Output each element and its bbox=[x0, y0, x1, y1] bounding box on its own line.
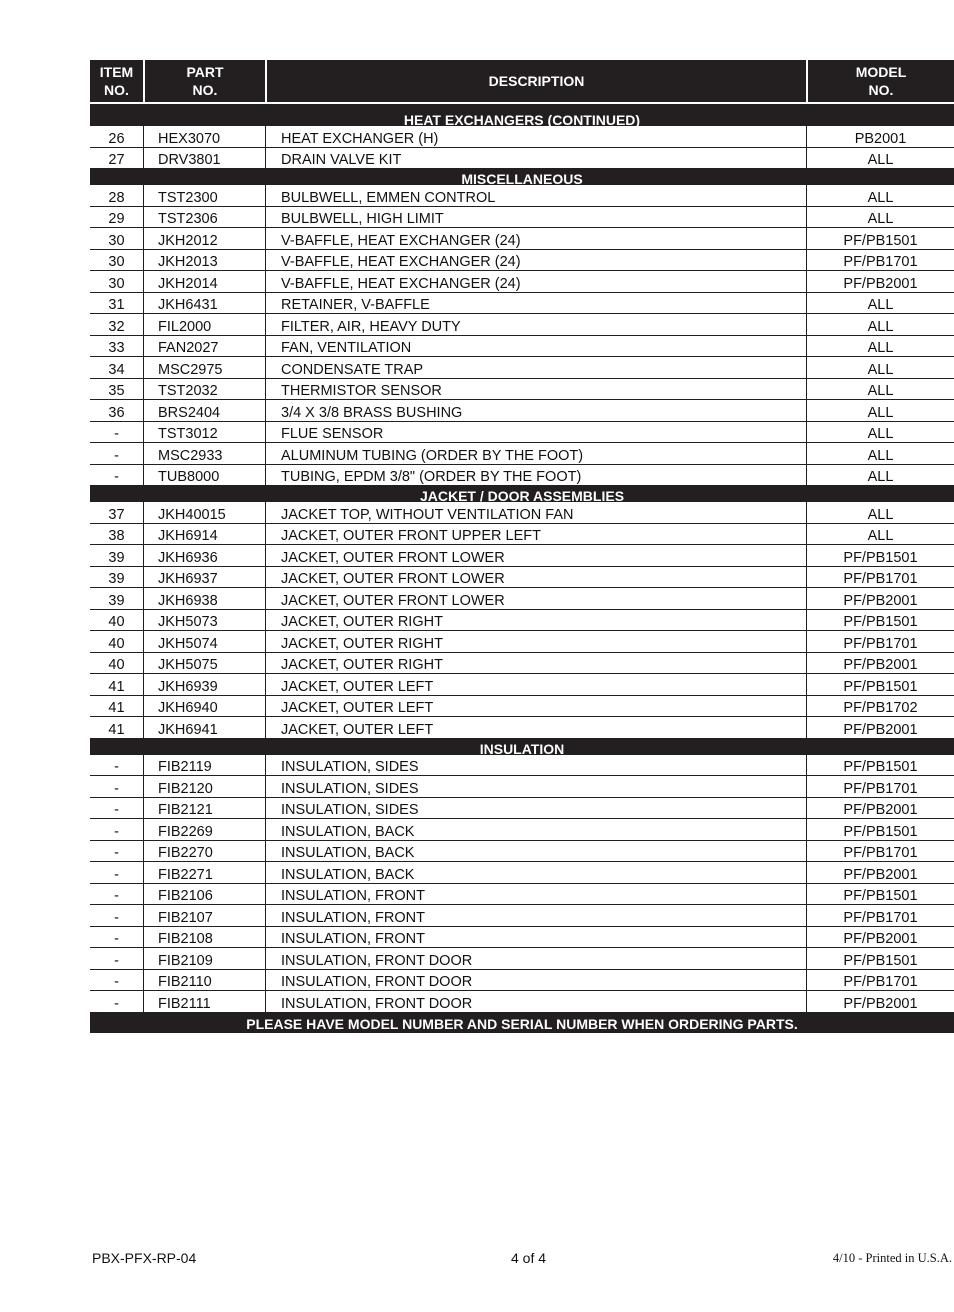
part-no-cell: FIB2120 bbox=[143, 776, 265, 798]
model-no-cell: ALL bbox=[806, 185, 954, 207]
item-no-cell: 33 bbox=[90, 336, 143, 358]
table-row bbox=[90, 905, 954, 927]
part-no-cell: FIB2270 bbox=[143, 841, 265, 863]
item-no-cell: - bbox=[90, 884, 143, 906]
item-no-cell: 41 bbox=[90, 674, 143, 696]
description-cell: INSULATION, SIDES bbox=[265, 776, 806, 798]
item-no-cell: - bbox=[90, 948, 143, 970]
description-cell: DRAIN VALVE KIT bbox=[265, 148, 806, 170]
description-cell: JACKET, OUTER FRONT LOWER bbox=[265, 588, 806, 610]
table-row bbox=[90, 502, 954, 524]
model-no-cell: PF/PB2001 bbox=[806, 588, 954, 610]
table-row bbox=[90, 862, 954, 884]
table-row bbox=[90, 610, 954, 632]
table-row bbox=[90, 207, 954, 229]
table-row bbox=[90, 293, 954, 315]
table-row bbox=[90, 148, 954, 170]
page-number: 4 of 4 bbox=[511, 1250, 547, 1266]
description-cell: INSULATION, FRONT bbox=[265, 905, 806, 927]
item-no-cell: 38 bbox=[90, 524, 143, 546]
item-no-cell: - bbox=[90, 991, 143, 1013]
header-model-no: MODEL NO. bbox=[806, 60, 954, 104]
table-header bbox=[90, 60, 954, 104]
part-no-cell: FIB2108 bbox=[143, 927, 265, 949]
model-no-cell: ALL bbox=[806, 400, 954, 422]
model-no-cell: PF/PB1501 bbox=[806, 755, 954, 777]
model-no-cell: PF/PB2001 bbox=[806, 717, 954, 739]
description-cell: JACKET, OUTER LEFT bbox=[265, 674, 806, 696]
item-no-cell: - bbox=[90, 862, 143, 884]
description-cell: V-BAFFLE, HEAT EXCHANGER (24) bbox=[265, 271, 806, 293]
model-no-cell: PF/PB2001 bbox=[806, 271, 954, 293]
table-row bbox=[90, 776, 954, 798]
table-row bbox=[90, 631, 954, 653]
model-no-cell: PF/PB2001 bbox=[806, 798, 954, 820]
table-row bbox=[90, 970, 954, 992]
description-cell: V-BAFFLE, HEAT EXCHANGER (24) bbox=[265, 250, 806, 272]
table-row bbox=[90, 819, 954, 841]
part-no-cell: JKH6941 bbox=[143, 717, 265, 739]
part-no-cell: JKH2013 bbox=[143, 250, 265, 272]
table-row bbox=[90, 314, 954, 336]
description-cell: CONDENSATE TRAP bbox=[265, 357, 806, 379]
model-no-cell: PF/PB1701 bbox=[806, 970, 954, 992]
item-no-cell: - bbox=[90, 927, 143, 949]
part-no-cell: MSC2933 bbox=[143, 443, 265, 465]
description-cell: ALUMINUM TUBING (ORDER BY THE FOOT) bbox=[265, 443, 806, 465]
model-no-cell: PF/PB2001 bbox=[806, 991, 954, 1013]
part-no-cell: JKH2012 bbox=[143, 228, 265, 250]
item-no-cell: 41 bbox=[90, 696, 143, 718]
model-no-cell: PF/PB1701 bbox=[806, 567, 954, 589]
description-cell: INSULATION, FRONT DOOR bbox=[265, 991, 806, 1013]
item-no-cell: 39 bbox=[90, 567, 143, 589]
model-no-cell: PF/PB1501 bbox=[806, 610, 954, 632]
part-no-cell: JKH5074 bbox=[143, 631, 265, 653]
part-no-cell: JKH6940 bbox=[143, 696, 265, 718]
model-no-cell: PF/PB1701 bbox=[806, 250, 954, 272]
description-cell: INSULATION, BACK bbox=[265, 862, 806, 884]
table-row bbox=[90, 674, 954, 696]
part-no-cell: FIB2119 bbox=[143, 755, 265, 777]
parts-table bbox=[90, 60, 954, 1033]
description-cell: FILTER, AIR, HEAVY DUTY bbox=[265, 314, 806, 336]
part-no-cell: TST2306 bbox=[143, 207, 265, 229]
item-no-cell: - bbox=[90, 443, 143, 465]
section-header: INSULATION bbox=[90, 739, 954, 755]
part-no-cell: JKH40015 bbox=[143, 502, 265, 524]
part-no-cell: FIB2109 bbox=[143, 948, 265, 970]
item-no-cell: 35 bbox=[90, 379, 143, 401]
model-no-cell: PF/PB1701 bbox=[806, 905, 954, 927]
description-cell: FLUE SENSOR bbox=[265, 422, 806, 444]
item-no-cell: 39 bbox=[90, 545, 143, 567]
item-no-cell: 28 bbox=[90, 185, 143, 207]
model-no-cell: PF/PB1501 bbox=[806, 674, 954, 696]
part-no-cell: FIB2110 bbox=[143, 970, 265, 992]
description-cell: JACKET, OUTER FRONT LOWER bbox=[265, 545, 806, 567]
part-no-cell: BRS2404 bbox=[143, 400, 265, 422]
item-no-cell: 34 bbox=[90, 357, 143, 379]
header-item-no: ITEM NO. bbox=[90, 60, 143, 104]
table-row bbox=[90, 185, 954, 207]
header-description: DESCRIPTION bbox=[265, 60, 806, 104]
description-cell: JACKET, OUTER LEFT bbox=[265, 696, 806, 718]
model-no-cell: PF/PB1501 bbox=[806, 545, 954, 567]
model-no-cell: PF/PB1701 bbox=[806, 841, 954, 863]
description-cell: JACKET TOP, WITHOUT VENTILATION FAN bbox=[265, 502, 806, 524]
table-row bbox=[90, 884, 954, 906]
table-row bbox=[90, 400, 954, 422]
model-no-cell: ALL bbox=[806, 379, 954, 401]
item-no-cell: - bbox=[90, 422, 143, 444]
part-no-cell: TST2300 bbox=[143, 185, 265, 207]
model-no-cell: PF/PB2001 bbox=[806, 653, 954, 675]
table-row bbox=[90, 841, 954, 863]
table-row bbox=[90, 250, 954, 272]
item-no-cell: - bbox=[90, 905, 143, 927]
part-no-cell: JKH6939 bbox=[143, 674, 265, 696]
item-no-cell: 40 bbox=[90, 610, 143, 632]
table-row bbox=[90, 336, 954, 358]
model-no-cell: ALL bbox=[806, 422, 954, 444]
description-cell: INSULATION, SIDES bbox=[265, 798, 806, 820]
model-no-cell: ALL bbox=[806, 502, 954, 524]
part-no-cell: FIB2107 bbox=[143, 905, 265, 927]
table-row bbox=[90, 524, 954, 546]
table-row bbox=[90, 357, 954, 379]
part-no-cell: FIB2269 bbox=[143, 819, 265, 841]
description-cell: INSULATION, FRONT bbox=[265, 884, 806, 906]
item-no-cell: 41 bbox=[90, 717, 143, 739]
model-no-cell: PF/PB1701 bbox=[806, 776, 954, 798]
table-row bbox=[90, 228, 954, 250]
model-no-cell: ALL bbox=[806, 314, 954, 336]
description-cell: TUBING, EPDM 3/8" (ORDER BY THE FOOT) bbox=[265, 465, 806, 487]
table-row bbox=[90, 717, 954, 739]
item-no-cell: 30 bbox=[90, 271, 143, 293]
item-no-cell: - bbox=[90, 755, 143, 777]
part-no-cell: FIB2271 bbox=[143, 862, 265, 884]
description-cell: RETAINER, V-BAFFLE bbox=[265, 293, 806, 315]
ordering-note: PLEASE HAVE MODEL NUMBER AND SERIAL NUMBER WHEN ORDERING PARTS. bbox=[90, 1013, 954, 1033]
table-row bbox=[90, 271, 954, 293]
part-no-cell: JKH6914 bbox=[143, 524, 265, 546]
item-no-cell: - bbox=[90, 970, 143, 992]
model-no-cell: PF/PB1702 bbox=[806, 696, 954, 718]
model-no-cell: ALL bbox=[806, 207, 954, 229]
item-no-cell: 40 bbox=[90, 631, 143, 653]
description-cell: V-BAFFLE, HEAT EXCHANGER (24) bbox=[265, 228, 806, 250]
table-row bbox=[90, 126, 954, 148]
model-no-cell: PF/PB1501 bbox=[806, 948, 954, 970]
item-no-cell: 30 bbox=[90, 228, 143, 250]
part-no-cell: TUB8000 bbox=[143, 465, 265, 487]
model-no-cell: PF/PB2001 bbox=[806, 862, 954, 884]
description-cell: 3/4 X 3/8 BRASS BUSHING bbox=[265, 400, 806, 422]
item-no-cell: - bbox=[90, 841, 143, 863]
part-no-cell: JKH6936 bbox=[143, 545, 265, 567]
item-no-cell: - bbox=[90, 819, 143, 841]
table-row bbox=[90, 755, 954, 777]
model-no-cell: ALL bbox=[806, 443, 954, 465]
table-body bbox=[90, 110, 954, 1013]
table-row bbox=[90, 465, 954, 487]
part-no-cell: FAN2027 bbox=[143, 336, 265, 358]
document-code: PBX-PFX-RP-04 bbox=[92, 1250, 197, 1266]
part-no-cell: JKH6938 bbox=[143, 588, 265, 610]
part-no-cell: JKH2014 bbox=[143, 271, 265, 293]
description-cell: INSULATION, BACK bbox=[265, 841, 806, 863]
description-cell: BULBWELL, HIGH LIMIT bbox=[265, 207, 806, 229]
item-no-cell: 30 bbox=[90, 250, 143, 272]
table-row bbox=[90, 443, 954, 465]
part-no-cell: FIB2106 bbox=[143, 884, 265, 906]
part-no-cell: JKH6431 bbox=[143, 293, 265, 315]
description-cell: JACKET, OUTER RIGHT bbox=[265, 631, 806, 653]
description-cell: BULBWELL, EMMEN CONTROL bbox=[265, 185, 806, 207]
model-no-cell: ALL bbox=[806, 148, 954, 170]
item-no-cell: - bbox=[90, 798, 143, 820]
part-no-cell: JKH6937 bbox=[143, 567, 265, 589]
part-no-cell: HEX3070 bbox=[143, 126, 265, 148]
item-no-cell: 32 bbox=[90, 314, 143, 336]
model-no-cell: ALL bbox=[806, 293, 954, 315]
description-cell: JACKET, OUTER LEFT bbox=[265, 717, 806, 739]
part-no-cell: FIL2000 bbox=[143, 314, 265, 336]
description-cell: INSULATION, SIDES bbox=[265, 755, 806, 777]
description-cell: INSULATION, FRONT DOOR bbox=[265, 970, 806, 992]
model-no-cell: ALL bbox=[806, 357, 954, 379]
model-no-cell: ALL bbox=[806, 465, 954, 487]
table-row bbox=[90, 798, 954, 820]
item-no-cell: 31 bbox=[90, 293, 143, 315]
section-header: HEAT EXCHANGERS (CONTINUED) bbox=[90, 110, 954, 126]
part-no-cell: JKH5075 bbox=[143, 653, 265, 675]
model-no-cell: ALL bbox=[806, 524, 954, 546]
part-no-cell: FIB2111 bbox=[143, 991, 265, 1013]
table-row bbox=[90, 422, 954, 444]
table-row bbox=[90, 379, 954, 401]
model-no-cell: PF/PB1501 bbox=[806, 819, 954, 841]
table-row bbox=[90, 696, 954, 718]
section-header: JACKET / DOOR ASSEMBLIES bbox=[90, 486, 954, 502]
description-cell: JACKET, OUTER RIGHT bbox=[265, 653, 806, 675]
part-no-cell: FIB2121 bbox=[143, 798, 265, 820]
item-no-cell: 27 bbox=[90, 148, 143, 170]
item-no-cell: - bbox=[90, 465, 143, 487]
table-row bbox=[90, 588, 954, 610]
description-cell: JACKET, OUTER FRONT UPPER LEFT bbox=[265, 524, 806, 546]
section-header: MISCELLANEOUS bbox=[90, 169, 954, 185]
item-no-cell: 40 bbox=[90, 653, 143, 675]
table-row bbox=[90, 653, 954, 675]
item-no-cell: - bbox=[90, 776, 143, 798]
item-no-cell: 29 bbox=[90, 207, 143, 229]
item-no-cell: 36 bbox=[90, 400, 143, 422]
header-part-no: PART NO. bbox=[143, 60, 265, 104]
part-no-cell: DRV3801 bbox=[143, 148, 265, 170]
item-no-cell: 39 bbox=[90, 588, 143, 610]
model-no-cell: PB2001 bbox=[806, 126, 954, 148]
table-row bbox=[90, 991, 954, 1013]
description-cell: INSULATION, FRONT DOOR bbox=[265, 948, 806, 970]
description-cell: JACKET, OUTER RIGHT bbox=[265, 610, 806, 632]
description-cell: JACKET, OUTER FRONT LOWER bbox=[265, 567, 806, 589]
part-no-cell: TST3012 bbox=[143, 422, 265, 444]
table-row bbox=[90, 927, 954, 949]
item-no-cell: 37 bbox=[90, 502, 143, 524]
description-cell: HEAT EXCHANGER (H) bbox=[265, 126, 806, 148]
item-no-cell: 26 bbox=[90, 126, 143, 148]
part-no-cell: MSC2975 bbox=[143, 357, 265, 379]
table-row bbox=[90, 567, 954, 589]
print-info: 4/10 - Printed in U.S.A. bbox=[832, 1251, 952, 1265]
part-no-cell: TST2032 bbox=[143, 379, 265, 401]
part-no-cell: JKH5073 bbox=[143, 610, 265, 632]
description-cell: INSULATION, FRONT bbox=[265, 927, 806, 949]
model-no-cell: ALL bbox=[806, 336, 954, 358]
description-cell: THERMISTOR SENSOR bbox=[265, 379, 806, 401]
description-cell: FAN, VENTILATION bbox=[265, 336, 806, 358]
model-no-cell: PF/PB2001 bbox=[806, 927, 954, 949]
model-no-cell: PF/PB1501 bbox=[806, 884, 954, 906]
description-cell: INSULATION, BACK bbox=[265, 819, 806, 841]
table-row bbox=[90, 948, 954, 970]
model-no-cell: PF/PB1701 bbox=[806, 631, 954, 653]
table-row bbox=[90, 545, 954, 567]
model-no-cell: PF/PB1501 bbox=[806, 228, 954, 250]
